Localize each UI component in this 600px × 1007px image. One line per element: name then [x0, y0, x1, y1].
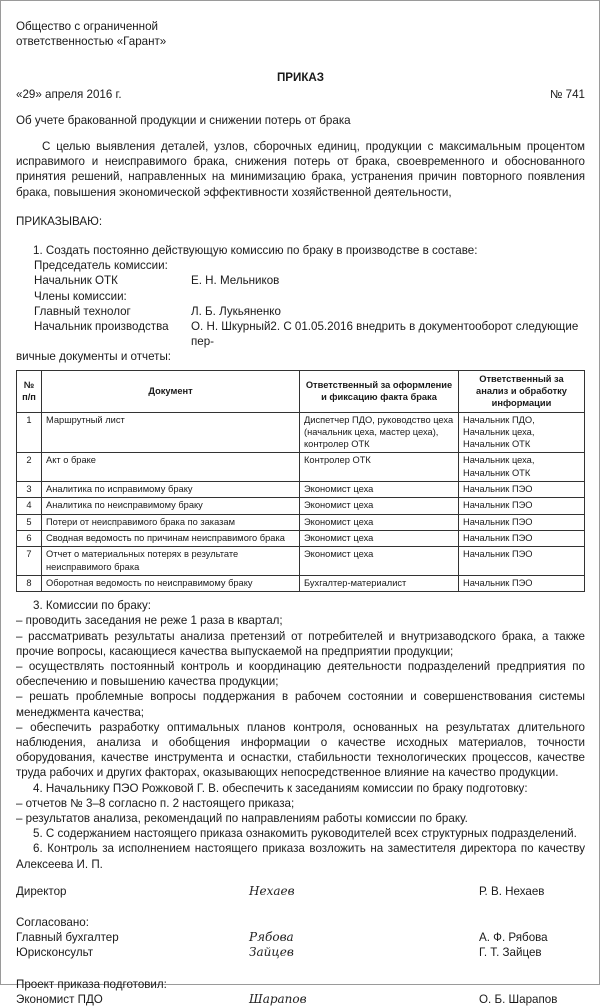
- chairman-label: Председатель комиссии:: [34, 259, 168, 273]
- cell-responsible: Экономист цеха: [300, 514, 459, 530]
- lawyer-role: Юрисконсульт: [16, 946, 94, 960]
- item-3: 3. Комиссии по браку:: [33, 599, 152, 613]
- cell-analysis: Начальник ПЭО: [459, 575, 585, 591]
- accountant-role: Главный бухгалтер: [16, 931, 119, 945]
- cell-analysis: Начальник ПЭО: [459, 547, 585, 576]
- cell-number: 5: [17, 514, 42, 530]
- item-4-bullet: – результатов анализа, рекомендаций по направлениям работы комиссии по браку.: [16, 811, 468, 825]
- member-role: Главный технолог: [34, 304, 131, 318]
- member-row-3: [16, 319, 585, 349]
- member-name: Е. Н. Мельников: [191, 274, 280, 288]
- cell-analysis: Начальник ПДО, Начальник цеха, Начальник ОТК: [459, 412, 585, 453]
- order-subject: Об учете бракованной продукции и снижении потерь от брака: [16, 113, 351, 127]
- accountant-name: А. Ф. Рябова: [479, 931, 548, 945]
- item-3-bullet: – осуществлять постоянный контроль и координацию деятельности подразделений предприятия по обеспечению и повышению качества продукции;: [16, 659, 585, 689]
- item-3-bullet: – проводить заседания не реже 1 раза в квартал;: [16, 614, 283, 628]
- director-name: Р. В. Нехаев: [479, 884, 545, 898]
- item-3-bullet: – обеспечить разработку оптимальных планов контроля, основанных на результатах длительного наблюдения, анализа и обобщения информации о качестве исходных материалов, точности оборудования, качестве инструмента и оснастки, стабильности технологических процессов, качестве труда рабочих и других факторах, оказывающих непосредственное влияние на качество продукции.: [16, 720, 585, 780]
- member-row-1: [16, 273, 585, 288]
- cell-document: Маршрутный лист: [42, 412, 300, 453]
- item-3-bullet: – рассматривать результаты анализа претензий от потребителей и внутризаводского брака, а также прочие вопросы, касающиеся качества выпускаемой на предприятии продукции;: [16, 629, 585, 658]
- economist-name: О. Б. Шарапов: [479, 992, 558, 1006]
- director-role: Директор: [16, 884, 67, 898]
- cell-number: 4: [17, 498, 42, 514]
- cell-number: 7: [17, 547, 42, 576]
- cell-analysis: Начальник ПЭО: [459, 514, 585, 530]
- member-name: Л. Б. Лукьяненко: [191, 304, 281, 318]
- cell-document: Аналитика по исправимому браку: [42, 482, 300, 498]
- organization-name: [16, 19, 585, 49]
- documents-table: [16, 370, 585, 592]
- order-word: ПРИКАЗЫВАЮ:: [16, 214, 103, 228]
- date-number-line: [16, 87, 585, 102]
- cell-number: 3: [17, 482, 42, 498]
- accountant-signature: Рябова: [249, 930, 294, 945]
- cell-document: Сводная ведомость по причинам неисправимого брака: [42, 530, 300, 546]
- header-document: Документ: [42, 370, 300, 412]
- item-6: 6. Контроль за исполнением настоящего приказа возложить на заместителя директора по качеству Алексеева И. П.: [16, 842, 585, 871]
- item-1: 1. Создать постоянно действующую комиссию по браку в производстве в составе:: [33, 244, 478, 258]
- economist-signature: Шарапов: [249, 991, 307, 1006]
- members-label: Члены комиссии:: [34, 289, 127, 303]
- cell-analysis: Начальник ПЭО: [459, 482, 585, 498]
- org-line-1: Общество с ограниченной: [16, 20, 159, 33]
- agreed-label: Согласовано:: [16, 915, 89, 929]
- header-responsible: Ответственный за оформление и фиксацию факта брака: [300, 370, 459, 412]
- preamble: С целью выявления деталей, узлов, сборочных единиц, продукции с максимальным процентом исправимого и неисправимого брака, снижения потерь от брака, своевременного и обоснованного принятия решений, направленных на минимизацию брака, устранения причин повторного появления брака, повышения экономической эффективности хозяйственной деятельности,: [16, 140, 585, 199]
- cell-responsible: Диспетчер ПДО, руководство цеха (начальник цеха, мастер цеха), контролер ОТК: [300, 412, 459, 453]
- org-line-2: ответственностью «Гарант»: [16, 35, 167, 49]
- table-row: [17, 498, 585, 514]
- cell-number: 1: [17, 412, 42, 453]
- cell-document: Аналитика по неисправимому браку: [42, 498, 300, 514]
- lawyer-signature-row: [16, 945, 585, 960]
- item-3-bullet: – решать проблемные вопросы поддержания в рабочем состоянии и совершенствования системы менеджмента качества;: [16, 690, 585, 719]
- cell-analysis: Начальник цеха, Начальник ОТК: [459, 453, 585, 482]
- economist-role: Экономист ПДО: [16, 992, 103, 1006]
- table-row: [17, 482, 585, 498]
- header-analysis: Ответственный за анализ и обработку информации: [459, 370, 585, 412]
- table-header-row: [17, 370, 585, 412]
- table-row: [17, 530, 585, 546]
- cell-analysis: Начальник ПЭО: [459, 530, 585, 546]
- table-row: [17, 547, 585, 576]
- table-row: [17, 453, 585, 482]
- lawyer-name: Г. Т. Зайцев: [479, 946, 542, 960]
- director-signature-row: [16, 884, 585, 899]
- cell-document: Оборотная ведомость по неисправимому браку: [42, 575, 300, 591]
- item-2-continuation: вичные документы и отчеты:: [16, 350, 172, 364]
- cell-document: Потери от неисправимого брака по заказам: [42, 514, 300, 530]
- table-row: [17, 575, 585, 591]
- director-signature: Нехаев: [249, 883, 295, 898]
- cell-responsible: Экономист цеха: [300, 530, 459, 546]
- order-date: «29» апреля 2016 г.: [16, 87, 122, 101]
- table-row: [17, 514, 585, 530]
- accountant-signature-row: [16, 930, 585, 945]
- member-name-with-item-2: О. Н. Шкурный2. С 01.05.2016 внедрить в документооборот следующие пер-: [191, 320, 579, 349]
- cell-responsible: Контролер ОТК: [300, 453, 459, 482]
- cell-document: Акт о браке: [42, 453, 300, 482]
- prepared-label: Проект приказа подготовил:: [16, 977, 167, 991]
- cell-responsible: Экономист цеха: [300, 498, 459, 514]
- cell-document: Отчет о материальных потерях в результате неисправимого брака: [42, 547, 300, 576]
- order-number: № 741: [549, 87, 585, 101]
- lawyer-signature: Зайцев: [249, 945, 294, 960]
- cell-analysis: Начальник ПЭО: [459, 498, 585, 514]
- item-4-bullet: – отчетов № 3–8 согласно п. 2 настоящего приказа;: [16, 796, 295, 810]
- document-title: ПРИКАЗ: [276, 71, 325, 85]
- member-role: Начальник ОТК: [34, 274, 118, 288]
- item-5: 5. С содержанием настоящего приказа ознакомить руководителей всех структурных подразделений.: [33, 827, 577, 841]
- cell-responsible: Экономист цеха: [300, 482, 459, 498]
- cell-number: 6: [17, 530, 42, 546]
- item-4: 4. Начальнику ПЭО Рожковой Г. В. обеспечить к заседаниям комиссии по браку подготовку:: [33, 781, 528, 795]
- cell-number: 2: [17, 453, 42, 482]
- member-row-2: [16, 304, 585, 319]
- cell-responsible: Экономист цеха: [300, 547, 459, 576]
- cell-number: 8: [17, 575, 42, 591]
- cell-responsible: Бухгалтер-материалист: [300, 575, 459, 591]
- member-role: Начальник производства: [34, 320, 169, 334]
- economist-signature-row: [16, 992, 585, 1007]
- header-number: № п/п: [17, 370, 42, 412]
- table-row: [17, 412, 585, 453]
